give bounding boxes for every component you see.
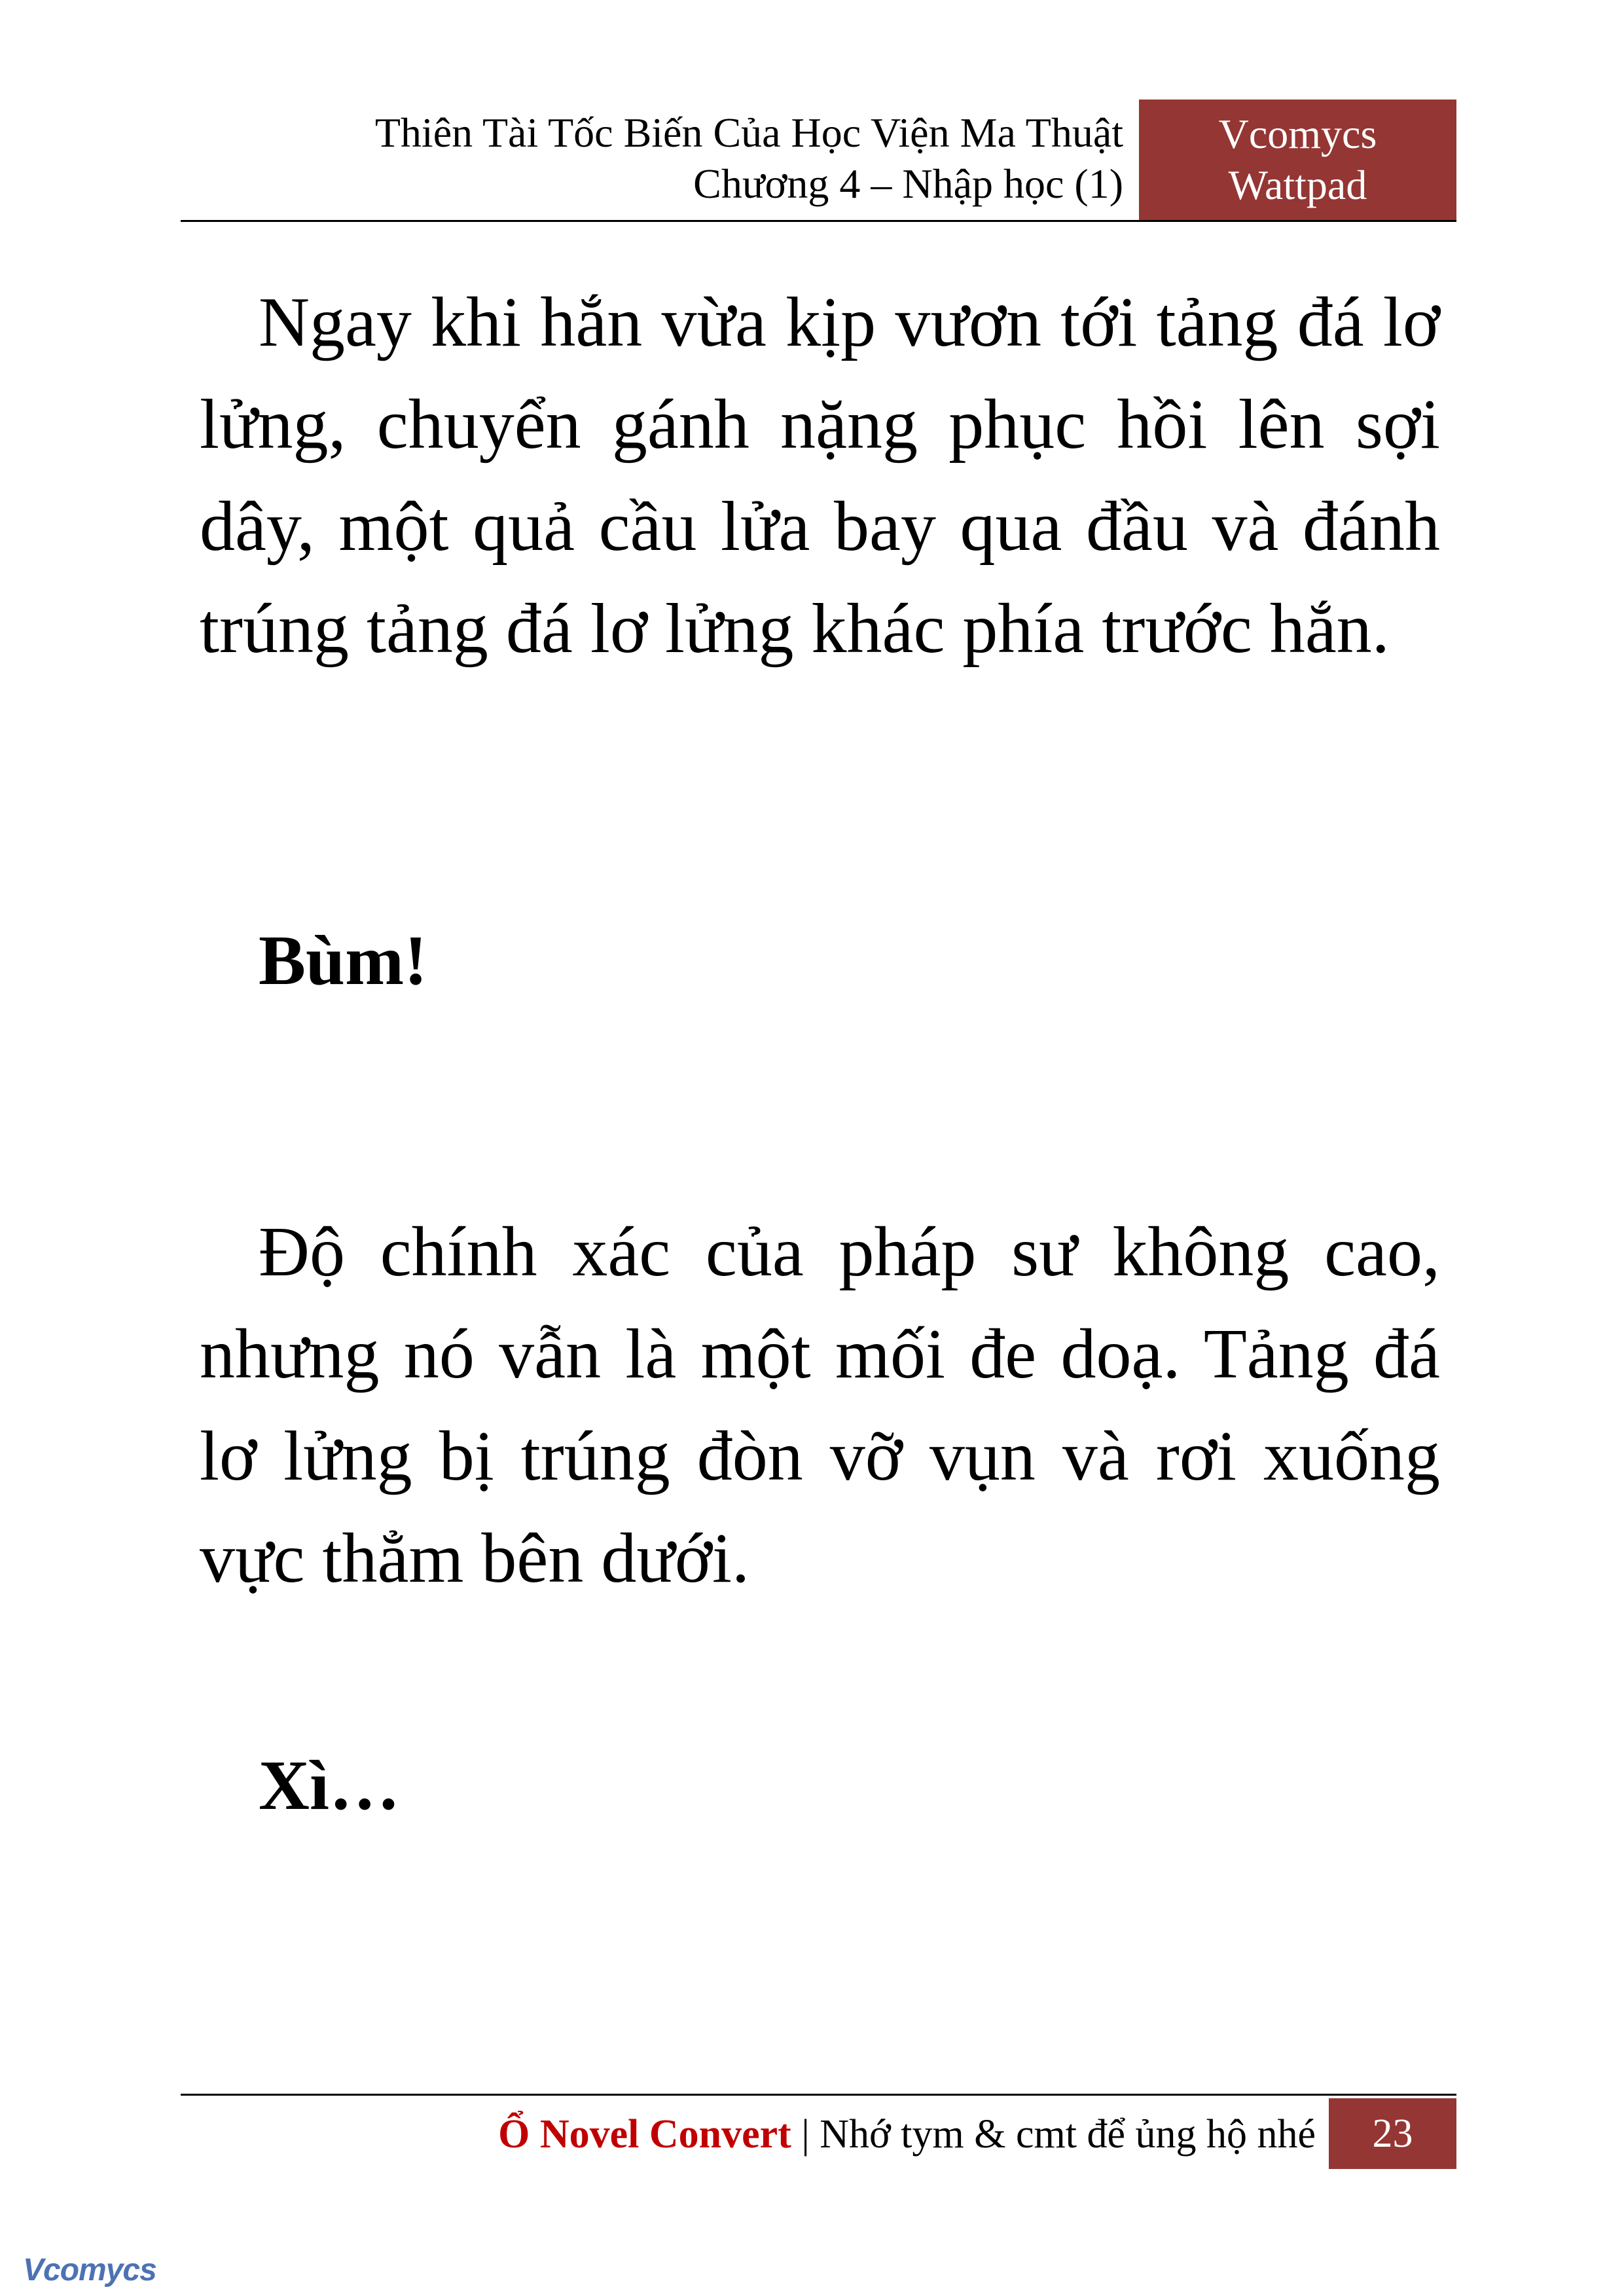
chapter-title: Chương 4 – Nhập học (1) [693,160,1123,207]
footer-separator: | [791,2112,820,2157]
paragraph-4 [200,1735,1440,1837]
watermark-logo: Vcomycs [23,2253,156,2287]
paragraph-2 [200,910,1440,1012]
header-divider [181,220,1456,222]
paragraph-text: Ngay khi hắn vừa kịp vươn tới tảng đá lơ lửng, chuyển gánh nặng phục hồi lên sợi dây, một quả cầu lửa bay qua đầu và đánh trúng tảng đá lơ lửng khác phía trước hắn. [200,283,1440,668]
badge-line-1: Vcomycs [1218,111,1377,157]
paragraph-text: Độ chính xác của pháp sư không cao, nhưng nó vẫn là một mối đe doạ. Tảng đá lơ lửng bị trúng đòn vỡ vụn và rơi xuống vực thẳm bên dưới. [200,1213,1440,1597]
book-title: Thiên Tài Tốc Biến Của Học Viện Ma Thuật [374,109,1123,156]
source-badge [1139,100,1456,221]
running-header [181,98,1123,216]
page-number: 23 [1329,2098,1456,2169]
paragraph-3 [200,1201,1440,1610]
paragraph-text: Bùm! [259,922,428,1000]
paragraph-1 [200,272,1440,680]
footer-brand: Ổ Novel Convert [498,2112,791,2157]
footer-note [181,2100,1316,2169]
footer-message: Nhớ tym & cmt để ủng hộ nhé [820,2112,1316,2157]
paragraph-text: Xì… [259,1747,400,1825]
footer-divider [181,2094,1456,2096]
badge-line-2: Wattpad [1228,162,1367,208]
